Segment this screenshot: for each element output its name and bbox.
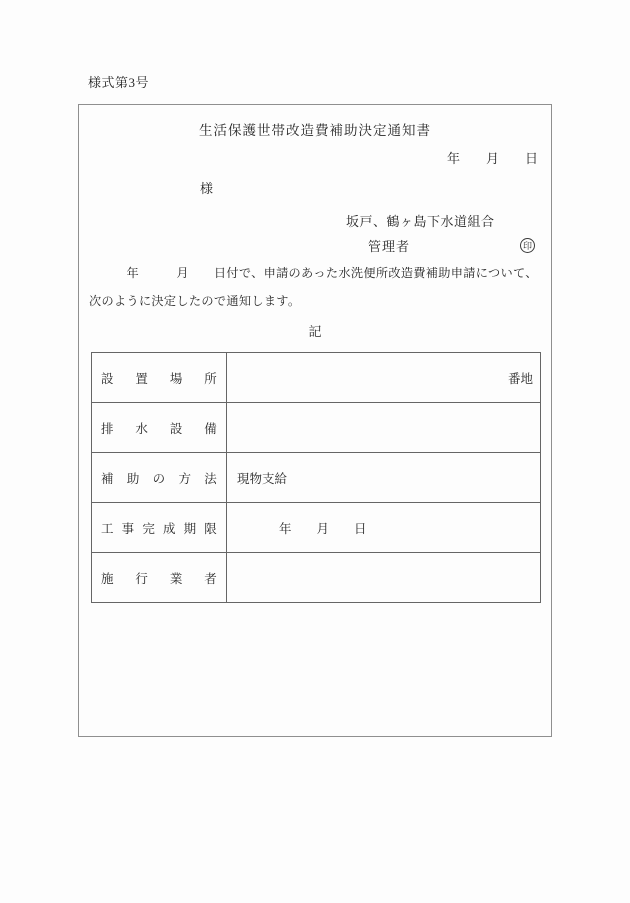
row-label-contractor: 施 行 業 者 — [92, 553, 227, 603]
table-row-installation-site — [92, 353, 541, 403]
seal-stamp-icon — [520, 238, 535, 253]
signer-title: 管理者 — [368, 239, 411, 254]
form-number: 様式第3号 — [88, 75, 150, 90]
decision-table — [91, 352, 541, 603]
row-value-completion-deadline: 年 月 日 — [227, 503, 541, 553]
row-value-drainage-equipment — [227, 403, 541, 453]
row-value-installation-site: 番地 — [227, 353, 541, 403]
table-row-contractor — [92, 553, 541, 603]
table-row-completion-deadline — [92, 503, 541, 553]
body-paragraph: 年 月 日付で、申請のあった水洗便所改造費補助申請について、次のように決定したので通知します。 — [89, 266, 538, 308]
seal-character: 印 — [522, 241, 532, 251]
issue-date-line: 年 月 日 — [446, 151, 538, 166]
notice-border-box — [78, 104, 552, 737]
row-value-contractor — [227, 553, 541, 603]
addressee-suffix: 様 — [200, 181, 214, 196]
table-row-subsidy-method — [92, 453, 541, 503]
organization-name: 坂戸、鶴ヶ島下水道組合 — [346, 214, 495, 229]
table-row-drainage-equipment — [92, 403, 541, 453]
row-label-subsidy-method: 補 助 の 方 法 — [92, 453, 227, 503]
document-title: 生活保護世帯改造費補助決定通知書 — [199, 123, 431, 138]
row-value-subsidy-method: 現物支給 — [227, 453, 541, 503]
signer-line — [368, 236, 535, 255]
row-label-drainage-equipment: 排 水 設 備 — [92, 403, 227, 453]
record-heading: 記 — [308, 324, 322, 339]
row-label-installation-site: 設 置 場 所 — [92, 353, 227, 403]
row-label-completion-deadline: 工 事 完 成 期 限 — [92, 503, 227, 553]
